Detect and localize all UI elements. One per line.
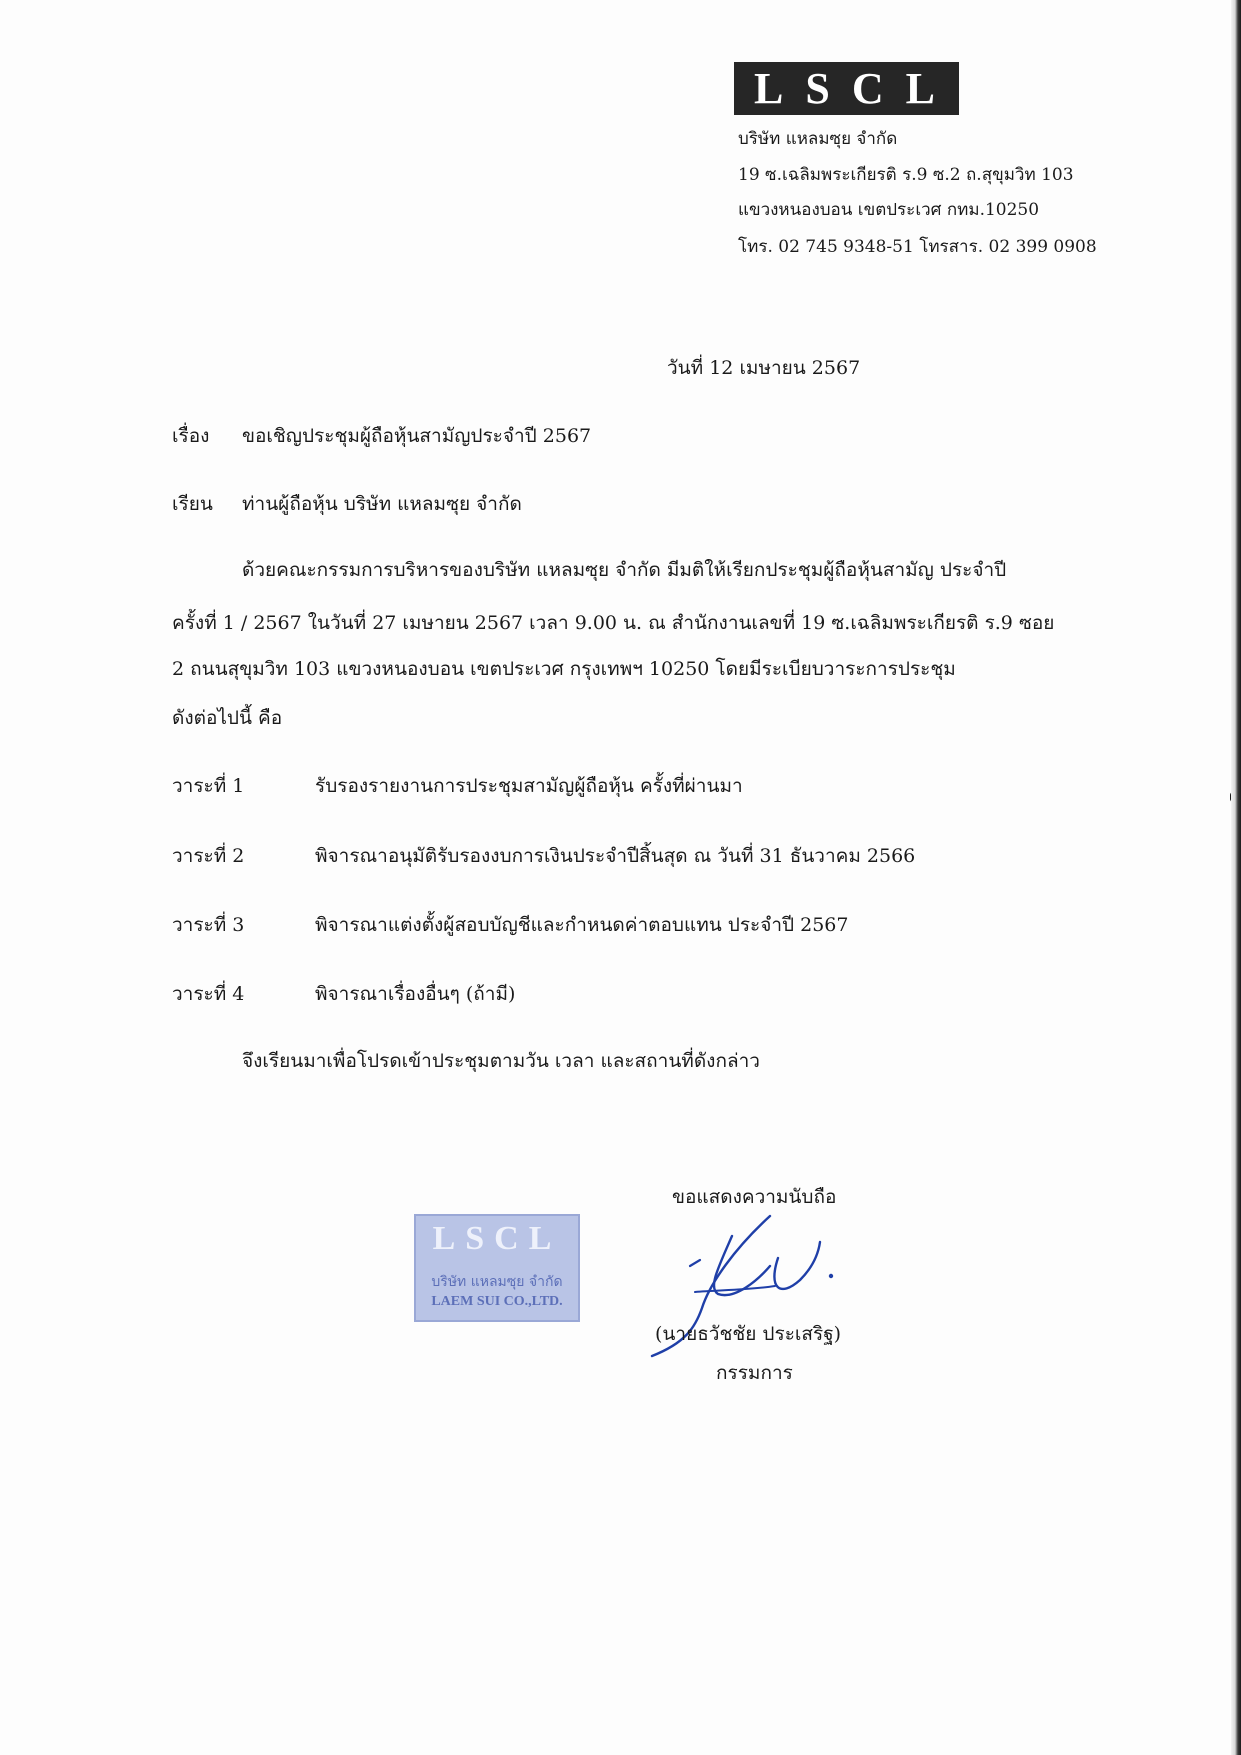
closing-text: จึงเรียนมาเพื่อโปรดเข้าประชุมตามวัน เวลา และสถานที่ดังกล่าว <box>242 1050 760 1072</box>
agenda-text: รับรองรายงานการประชุมสามัญผู้ถือหุ้น ครั้งที่ผ่านมา <box>315 775 743 797</box>
regards-text: ขอแสดงความนับถือ <box>672 1186 837 1208</box>
stamp-logo: LSCL <box>432 1220 562 1257</box>
company-address-line2: แขวงหนองบอน เขตประเวศ กทม.10250 <box>738 200 1040 220</box>
agenda-text: พิจารณาอนุมัติรับรองงบการเงินประจำปีสิ้นสุด ณ วันที่ 31 ธันวาคม 2566 <box>315 845 916 867</box>
agenda-text: พิจารณาแต่งตั้งผู้สอบบัญชีและกำหนดค่าตอบแทน ประจำปี 2567 <box>315 914 849 936</box>
agenda-label: วาระที่ 1 <box>172 775 245 797</box>
company-name: บริษัท แหลมซุย จำกัด <box>738 129 898 149</box>
subject-text: ขอเชิญประชุมผู้ถือหุ้นสามัญประจำปี 2567 <box>242 425 592 447</box>
body-line: 2 ถนนสุขุมวิท 103 แขวงหนองบอน เขตประเวศ กรุงเทพฯ 10250 โดยมีระเบียบวาระการประชุม <box>172 658 956 680</box>
body-line: ครั้งที่ 1 / 2567 ในวันที่ 27 เมษายน 2567 เวลา 9.00 น. ณ สำนักงานเลขที่ 19 ซ.เฉลิมพระเกียรติ ร.9 ซอย <box>172 612 1055 634</box>
signer-name: (นายธวัชชัย ประเสริฐ) <box>655 1323 842 1345</box>
company-address-line1: 19 ซ.เฉลิมพระเกียรติ ร.9 ซ.2 ถ.สุขุมวิท 103 <box>738 165 1074 185</box>
stamp-company-thai: บริษัท แหลมซุย จำกัด <box>431 1274 563 1290</box>
company-logo: LSCL <box>734 62 959 115</box>
stamp-company-english: LAEM SUI CO.,LTD. <box>431 1294 563 1309</box>
body-line: ดังต่อไปนี้ คือ <box>172 707 283 729</box>
agenda-label: วาระที่ 4 <box>172 983 245 1005</box>
letter-date: วันที่ 12 เมษายน 2567 <box>667 357 861 379</box>
scan-edge-shadow <box>1231 0 1241 1755</box>
agenda-label: วาระที่ 3 <box>172 914 245 936</box>
recipient-text: ท่านผู้ถือหุ้น บริษัท แหลมซุย จำกัด <box>242 493 522 515</box>
recipient-label: เรียน <box>172 493 213 515</box>
signer-position: กรรมการ <box>716 1362 793 1384</box>
subject-label: เรื่อง <box>172 425 210 447</box>
company-contact: โทร. 02 745 9348-51 โทรสาร. 02 399 0908 <box>738 237 1097 257</box>
agenda-text: พิจารณาเรื่องอื่นๆ (ถ้ามี) <box>315 983 516 1005</box>
body-line: ด้วยคณะกรรมการบริหารของบริษัท แหลมซุย จำกัด มีมติให้เรียกประชุมผู้ถือหุ้นสามัญ ประจำปี <box>242 559 1007 581</box>
company-stamp <box>414 1214 580 1322</box>
agenda-label: วาระที่ 2 <box>172 845 245 867</box>
